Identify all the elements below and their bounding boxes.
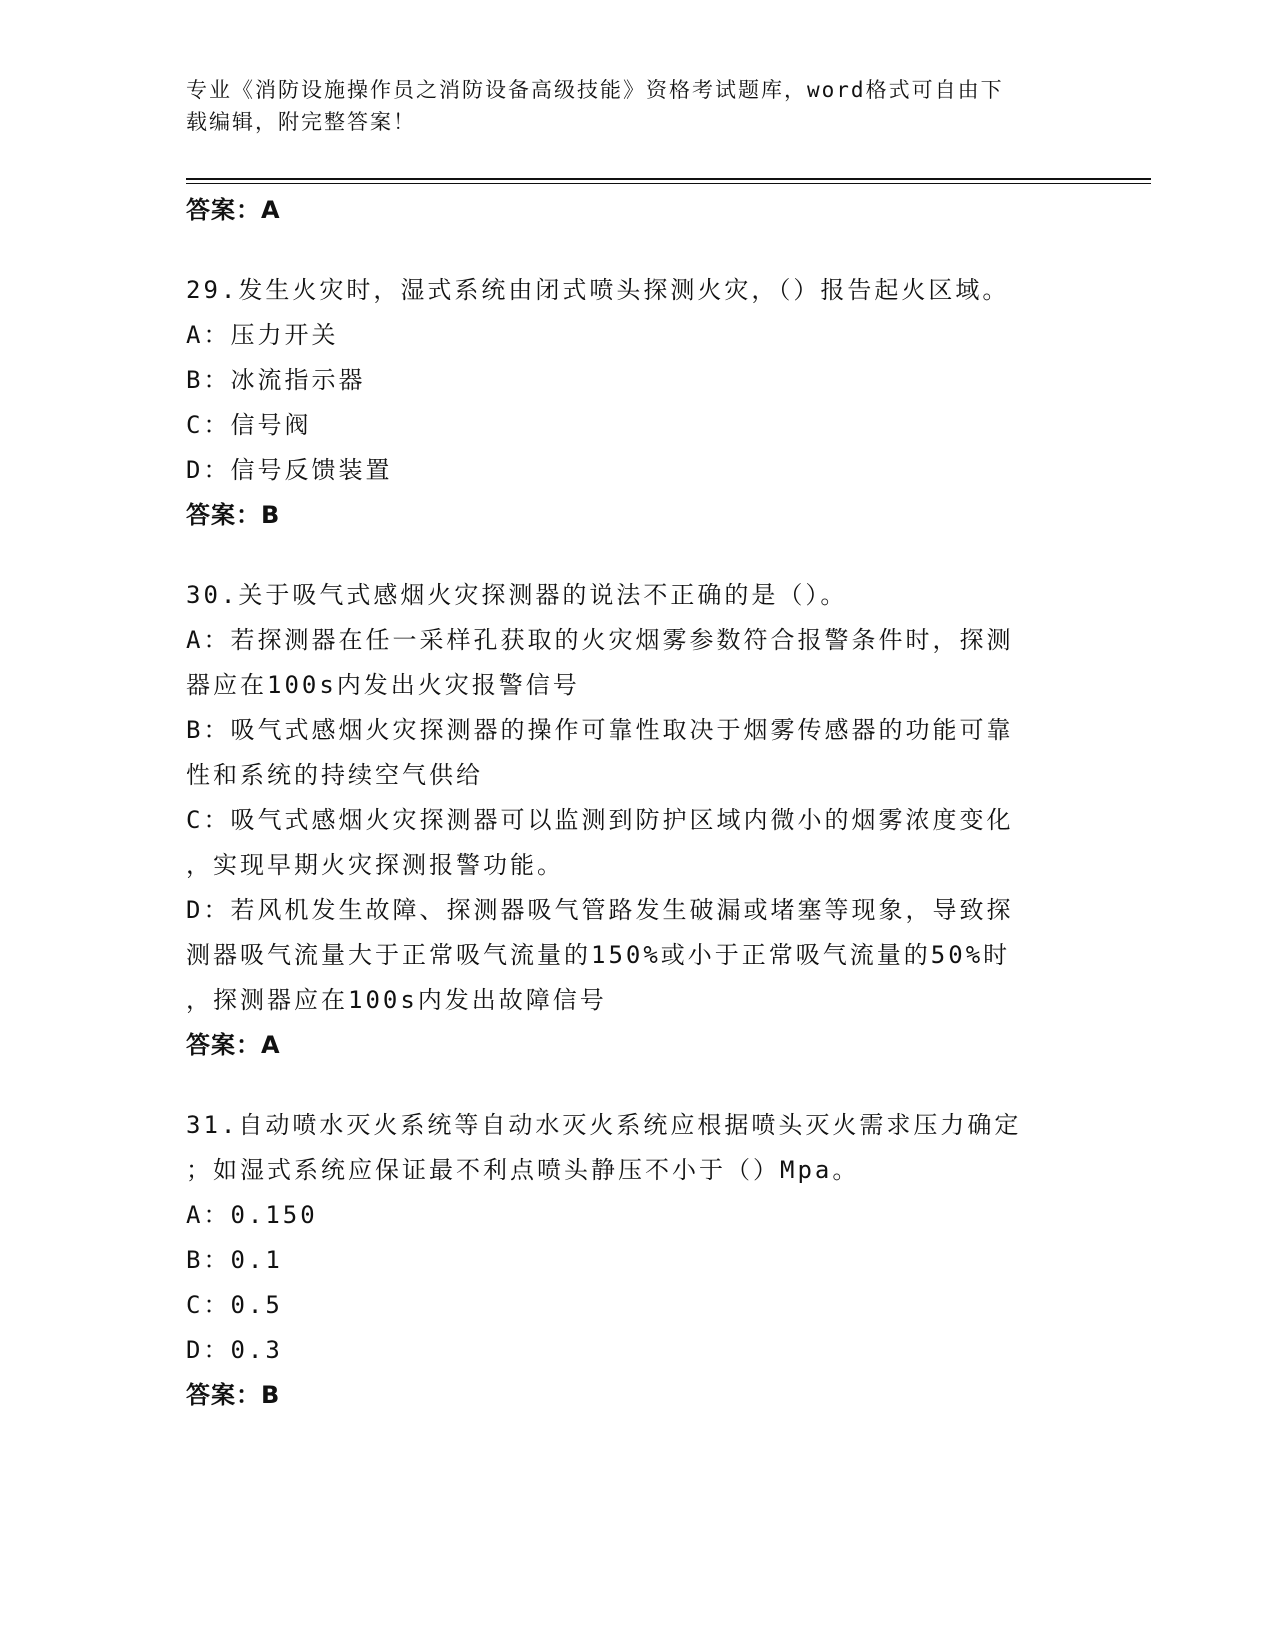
- option-c: C：信号阀: [186, 411, 312, 439]
- option-c: C：0.5: [186, 1291, 283, 1319]
- question-text-line-2: ；如湿式系统应保证最不利点喷头静压不小于（）Mpa。: [186, 1156, 860, 1184]
- document-header: [186, 74, 1066, 138]
- question-30: [186, 573, 1086, 1067]
- header-line-1: 专业《消防设施操作员之消防设备高级技能》资格考试题库，word格式可自由下: [186, 78, 1004, 102]
- option-b-line-1: B：吸气式感烟火灾探测器的操作可靠性取决于烟雾传感器的功能可靠: [186, 716, 1014, 744]
- header-divider-thick: [186, 178, 1151, 180]
- option-d: D：0.3: [186, 1336, 283, 1364]
- answer: 答案：B: [186, 1381, 281, 1409]
- option-d-line-2: 测器吸气流量大于正常吸气流量的150%或小于正常吸气流量的50%时: [186, 941, 1011, 969]
- option-d: D：信号反馈装置: [186, 456, 393, 484]
- question-31: [186, 1103, 1086, 1417]
- option-a-line-1: A：若探测器在任一采样孔获取的火灾烟雾参数符合报警条件时，探测: [186, 626, 1014, 654]
- answer: 答案：A: [186, 1031, 281, 1059]
- option-c-line-2: ，实现早期火灾探测报警功能。: [186, 851, 564, 879]
- option-d-line-1: D：若风机发生故障、探测器吸气管路发生破漏或堵塞等现象，导致探: [186, 896, 1014, 924]
- question-29: [186, 268, 1086, 537]
- option-a: A：0.150: [186, 1201, 318, 1229]
- option-c-line-1: C：吸气式感烟火灾探测器可以监测到防护区域内微小的烟雾浓度变化: [186, 806, 1014, 834]
- option-b-line-2: 性和系统的持续空气供给: [186, 761, 483, 789]
- answer: 答案：B: [186, 501, 281, 529]
- previous-question-answer: 答案：A: [186, 196, 281, 224]
- option-b: B：0.1: [186, 1246, 283, 1274]
- question-text: 30.关于吸气式感烟火灾探测器的说法不正确的是（）。: [186, 581, 848, 609]
- question-text-line-1: 31.自动喷水灭火系统等自动水灭火系统应根据喷头灭火需求压力确定: [186, 1111, 1022, 1139]
- question-text: 29.发生火灾时，湿式系统由闭式喷头探测火灾，（）报告起火区域。: [186, 276, 1010, 304]
- header-divider-thin: [186, 183, 1151, 184]
- question-list: [186, 188, 1086, 1417]
- option-a: A：压力开关: [186, 321, 339, 349]
- header-line-2: 载编辑，附完整答案！: [186, 110, 416, 134]
- option-a-line-2: 器应在100s内发出火灾报警信号: [186, 671, 580, 699]
- option-b: B：冰流指示器: [186, 366, 366, 394]
- option-d-line-3: ，探测器应在100s内发出故障信号: [186, 986, 607, 1014]
